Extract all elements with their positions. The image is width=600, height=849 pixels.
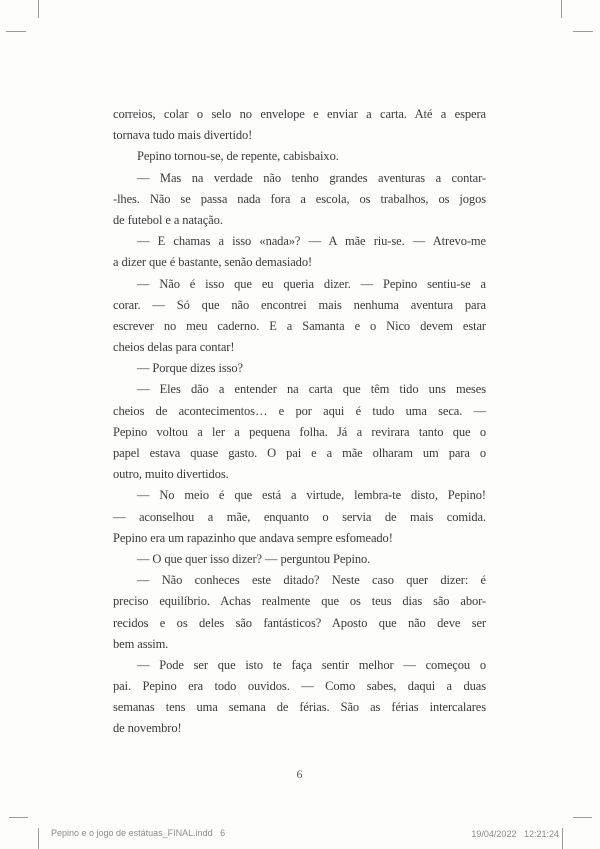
footer-timestamp: 19/04/2022 12:21:24 xyxy=(471,829,559,839)
crop-mark-top-left-horizontal xyxy=(6,31,26,32)
body-line: cheios delas para contar! xyxy=(113,340,235,355)
body-line: preciso equilíbrio. Achas realmente que os teus dias são abor- xyxy=(113,594,486,609)
body-line: de futebol e a natação. xyxy=(113,212,223,227)
body-line: — Porque dizes isso? xyxy=(137,361,243,376)
body-text xyxy=(113,104,486,740)
body-line: de novembro! xyxy=(113,721,182,736)
crop-mark-bottom-right-vertical xyxy=(562,828,563,849)
page-number: 6 xyxy=(296,767,303,781)
body-line: correios, colar o selo no envelope e enviar a carta. Até a espera xyxy=(113,107,486,121)
body-line: — E chamas a isso «nada»? — A mãe riu-se. — Atrevo-me xyxy=(137,234,486,249)
body-line: outro, muito divertidos. xyxy=(113,467,229,482)
body-line: -lhes. Não se passa nada fora a escola, os trabalhos, os jogos xyxy=(113,191,486,206)
body-line: corar. — Só que não encontrei mais nenhuma aventura para xyxy=(113,297,486,312)
crop-mark-top-right-horizontal xyxy=(573,31,593,32)
body-line: cheios de acontecimentos… e por aqui é tudo uma seca. — xyxy=(113,403,486,418)
body-line: recidos e os deles são fantásticos? Aposto que não deve ser xyxy=(113,615,486,630)
body-line: — O que quer isso dizer? — perguntou Pepino. xyxy=(137,551,371,566)
body-line: a dizer que é bastante, senão demasiado! xyxy=(113,255,313,270)
body-line: — aconselhou a mãe, enquanto o servia de mais comida. xyxy=(113,509,486,524)
body-line: papel estava quase gasto. O pai e a mãe olharam um para o xyxy=(113,446,486,460)
body-line: — Não é isso que eu queria dizer. — Pepino sentiu-se a xyxy=(137,276,486,291)
crop-mark-bottom-left-horizontal xyxy=(9,817,28,818)
crop-mark-bottom-right-horizontal xyxy=(573,817,592,818)
body-line: Pepino voltou a ler a pequena folha. Já a revirara tanto que o xyxy=(113,424,486,439)
body-line: — Mas na verdade não tenho grandes aventuras a contar- xyxy=(137,170,486,185)
body-line: — No meio é que está a virtude, lembra-te disto, Pepino! xyxy=(137,488,486,503)
body-line: — Eles dão a entender na carta que têm tido uns meses xyxy=(137,382,486,397)
crop-mark-bottom-left-vertical xyxy=(38,828,39,849)
crop-mark-top-left-vertical xyxy=(38,0,39,18)
crop-mark-top-right-vertical xyxy=(561,0,562,18)
body-line: escrever no meu caderno. E a Samanta e o Nico devem estar xyxy=(113,318,486,333)
footer-filename: Pepino e o jogo de estátuas_FINAL.indd 6 xyxy=(51,828,226,838)
body-line: Pepino tornou-se, de repente, cabisbaixo. xyxy=(137,149,339,164)
body-line: bem assim. xyxy=(113,636,169,651)
body-line: Pepino era um rapazinho que andava sempre esfomeado! xyxy=(113,530,393,545)
body-line: tornava tudo mais divertido! xyxy=(113,128,253,143)
body-line: — Pode ser que isto te faça sentir melhor — começou o xyxy=(137,657,486,672)
body-line: — Não conheces este ditado? Neste caso quer dizer: é xyxy=(137,573,486,588)
body-line: pai. Pepino era todo ouvidos. — Como sabes, daqui a duas xyxy=(113,679,486,694)
body-line: semanas tens uma semana de férias. São as férias intercalares xyxy=(113,700,486,715)
